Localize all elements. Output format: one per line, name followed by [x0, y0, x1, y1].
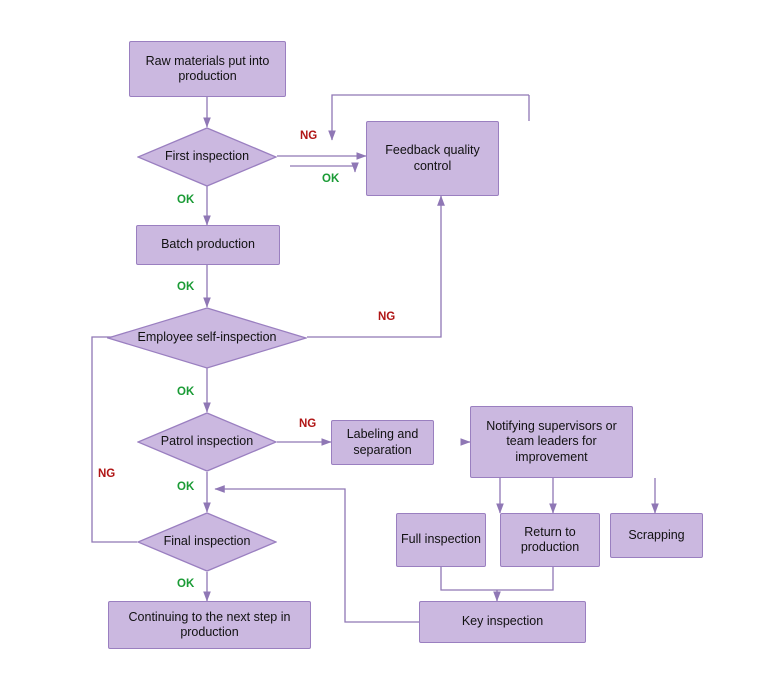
node-label: First inspection	[164, 149, 250, 164]
edge-label-self-ok: OK	[177, 386, 195, 398]
node-labeling-and-separation[interactable]	[331, 420, 434, 465]
node-label: Continuing to the next step in production	[128, 609, 291, 639]
node-label: Employee self-inspection	[137, 330, 277, 345]
node-feedback-quality-control[interactable]	[366, 121, 499, 196]
node-notifying-supervisors[interactable]	[470, 406, 633, 478]
node-final-inspection[interactable]	[137, 512, 277, 572]
node-label: Batch production	[161, 237, 255, 252]
edge-label-first-ng: NG	[300, 130, 318, 142]
node-label: Patrol inspection	[160, 434, 254, 449]
node-scrapping[interactable]	[610, 513, 703, 558]
edge-label-final-ok: OK	[177, 578, 195, 590]
edge-label-final-ng: NG	[98, 468, 116, 480]
node-full-inspection[interactable]	[396, 513, 486, 567]
edge-label-batch-ok: OK	[177, 281, 195, 293]
edge-label-first-ok-down: OK	[177, 194, 195, 206]
node-continuing-next-step[interactable]	[108, 601, 311, 649]
edge-label-self-ng: NG	[378, 311, 396, 323]
node-patrol-inspection[interactable]	[137, 412, 277, 472]
node-label: Feedback quality control	[385, 143, 480, 173]
node-label: Final inspection	[163, 534, 251, 549]
edge-label-first-ok-side: OK	[322, 173, 340, 185]
node-employee-self-inspection[interactable]	[107, 307, 307, 369]
edge-label-patrol-ng: NG	[299, 418, 317, 430]
node-label: Full inspection	[401, 532, 481, 547]
node-label: Notifying supervisors or team leaders for improvement	[486, 419, 617, 464]
node-return-to-production[interactable]	[500, 513, 600, 567]
node-batch-production[interactable]	[136, 225, 280, 265]
node-label: Labeling and separation	[346, 427, 419, 457]
node-label: Return to production	[520, 524, 580, 554]
node-label: Scrapping	[628, 527, 685, 542]
node-label: Key inspection	[461, 614, 544, 629]
node-raw-materials[interactable]	[129, 41, 286, 97]
node-label: Raw materials put into production	[145, 53, 270, 83]
node-key-inspection[interactable]	[419, 601, 586, 643]
node-first-inspection[interactable]	[137, 127, 277, 187]
edge-label-patrol-ok: OK	[177, 481, 195, 493]
